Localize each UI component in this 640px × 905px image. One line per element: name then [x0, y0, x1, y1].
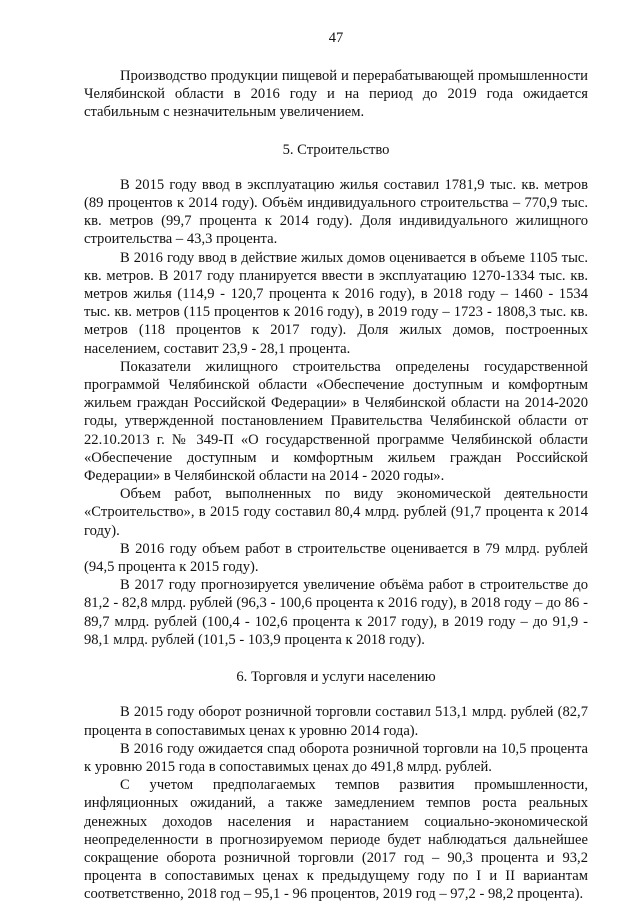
paragraph: Показатели жилищного строительства определены государственной программой Челябинской области «Обеспечение доступным и комфортным жильем граждан Российской Федерации» в Челябинской области на 2014-2020 годы, утвержденной постановлением Правительства Челябинской области от 22.10.2013 г. № 349-П «О государственной программе Челябинской области «Обеспечение доступным и комфортным жильем граждан Российской Федерации» в Челябинской области на 2014 - 2020 годы».: [84, 358, 588, 485]
paragraph: В 2015 году оборот розничной торговли составил 513,1 млрд. рублей (82,7 процента в сопоставимых ценах к уровню 2014 года).: [84, 704, 588, 739]
paragraph: С учетом предполагаемых темпов развития промышленности, инфляционных ожиданий, а также замедлением темпов роста реальных денежных доходов населения и нарастанием социально-экономической неопределенности в прогнозируемом периоде будет наблюдаться дальнейшее сокращение оборота розничной торговли (2017 год – 90,3 процента и 93,2 процента в сопоставимых ценах к предыдущему году по I и II вариантам соответственно, 2018 год – 95,1 - 96 процентов, 2019 год – 97,2 - 98,2 процента).: [84, 777, 588, 903]
paragraph: В 2016 году ввод в действие жилых домов оценивается в объеме 1105 тыс. кв. метров. В 2017 году планируется ввести в эксплуатацию 1270-1334 тыс. кв. метров жилья (114,9 - 120,7 процента к 2016 году), в 2018 году – 1460 - 1534 тыс. кв. метров (115 процентов к 2016 году), в 2019 году – 1723 - 1808,3 тыс. кв. метров (118 процентов к 2017 году). Доля жилых домов, построенных населением, составит 23,9 - 28,1 процента.: [84, 249, 588, 357]
paragraph: В 2016 году объем работ в строительстве оценивается в 79 млрд. рублей (94,5 процента к 2015 году).: [84, 540, 588, 576]
page-number: 47: [328, 30, 344, 46]
paragraph: В 2015 году ввод в эксплуатацию жилья составил 1781,9 тыс. кв. метров (89 процентов к 2014 году). Объём индивидуального строительства – 770,9 тыс. кв. метров (99,7 процента к 2014 году). Доля индивидуального жилищного строительства – 43,3 процента.: [84, 176, 588, 248]
intro-paragraph: Производство продукции пищевой и перерабатывающей промышленности Челябинской области в 2016 году и на период до 2019 года ожидается стабильным с незначительным увеличением.: [84, 68, 588, 121]
paragraph: Объем работ, выполненных по виду экономической деятельности «Строительство», в 2015 году составил 80,4 млрд. рублей (91,7 процента к 2014 году).: [84, 486, 588, 539]
paragraph: В 2017 году прогнозируется увеличение объёма работ в строительстве до 81,2 - 82,8 млрд. рублей (96,3 - 100,6 процента к 2016 году), в 2018 году – до 86 - 89,7 млрд. рублей (100,4 - 102,6 процента к 2017 году), в 2019 году – до 91,9 - 98,1 млрд. рублей (101,5 - 103,9 процента к 2018 году).: [84, 577, 588, 648]
section-heading-trade: 6. Торговля и услуги населению: [236, 669, 436, 686]
section-heading-construction: 5. Строительство: [282, 141, 390, 158]
paragraph: В 2016 году ожидается спад оборота розничной торговли на 10,5 процента к уровню 2015 года в сопоставимых ценах до 491,8 млрд. рублей.: [84, 740, 588, 775]
